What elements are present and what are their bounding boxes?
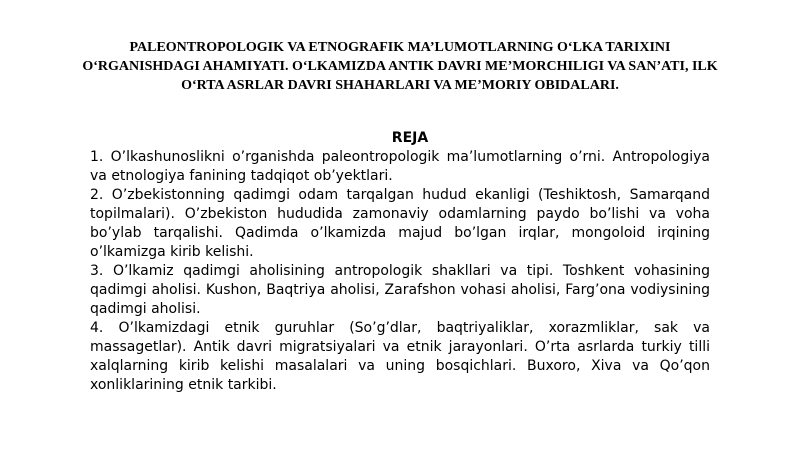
plan-item-4: 4. O’lkamizdagi etnik guruhlar (So’g’dlar, baqtriyaliklar, xorazmliklar, sak va massagetlar). Antik davri migratsiyalari va etnik jarayonlari. O’rta asrlarda turkiy tilli xalqlarning kirib kelishi masalalari va uning bosqichlari. Buxoro, Xiva va Qo’qon xonliklarining etnik tarkibi.	[90, 320, 710, 393]
plan-content	[90, 129, 710, 395]
plan-item-1: 1. O’lkashunoslikni o’rganishda paleontropologik ma’lumotlarning o’rni. Antropologiya va etnologiya fanining tadqiqot ob’yektlari.	[90, 149, 710, 184]
slide-title: PALEONTROPOLOGIK VA ETNOGRAFIK MA’LUMOTLARNING O‘LKA TARIXINI O‘RGANISHDAGI AHAMIYATI. O‘LKAMIZDA ANTIK DAVRI ME’MORCHILIGI VA SAN’ATI, ILK O‘RTA ASRLAR DAVRI SHAHARLARI VA ME’MORIY OBIDALARI.	[82, 40, 718, 93]
plan-item-3: 3. O’lkamiz qadimgi aholisining antropologik shakllari va tipi. Toshkent vohasining qadimgi aholisi. Kushon, Baqtriya aholisi, Zarafshon vohasi aholisi, Farg’ona vodiysining qadimgi aholisi.	[90, 263, 710, 317]
plan-item-2: 2. O’zbekistonning qadimgi odam tarqalgan hudud ekanligi (Teshiktosh, Samarqand topilmalari). O’zbekiston hududida zamonaviy odamlarning paydo bo’lishi va voha bo’ylab tarqalishi. Qadimda o’lkamizda majud bo’lgan irqlar, mongoloid irqining o’lkamizga kirib kelishi.	[90, 187, 710, 260]
plan-heading: REJA	[391, 130, 429, 146]
